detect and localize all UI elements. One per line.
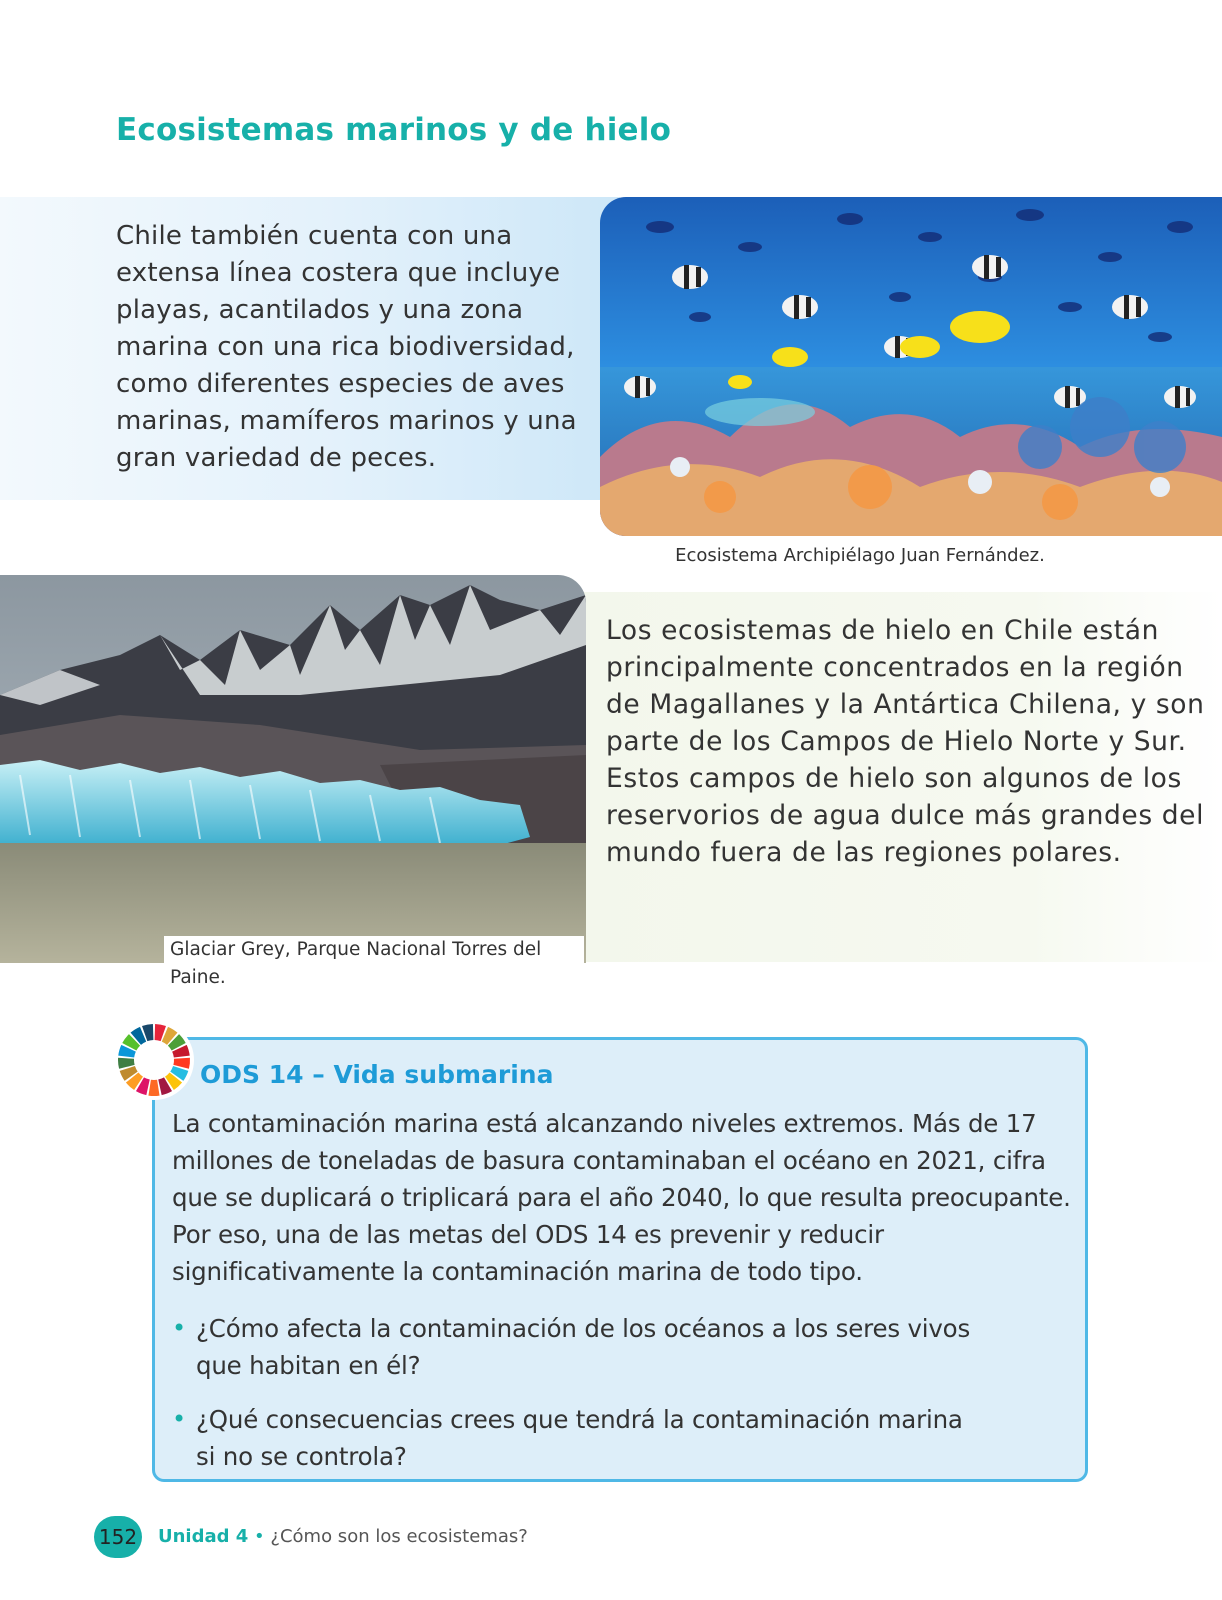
footer-chapter: ¿Cómo son los ecosistemas? xyxy=(270,1526,528,1547)
ods-body: La contaminación marina está alcanzando niveles extremos. Más de 17 millones de toneladas de basura contaminaban el océano en 2021, cifra que se duplicará o triplicará para el año 2040, lo que resulta preocupante. Por eso, una de las metas del ODS 14 es prevenir y reducir significativamente la contaminación marina de todo tipo. xyxy=(172,1109,1071,1286)
ods-title xyxy=(200,1060,553,1089)
bullet-icon: • xyxy=(172,1405,186,1433)
glacier-caption: Glaciar Grey, Parque Nacional Torres del Paine. xyxy=(164,936,584,964)
page-title: Ecosistemas marinos y de hielo xyxy=(116,112,672,148)
sdg-wheel-icon xyxy=(114,1020,194,1100)
list-item xyxy=(172,1401,972,1475)
question-list xyxy=(172,1310,972,1492)
question-text: ¿Qué consecuencias crees que tendrá la contaminación marina si no se controla? xyxy=(196,1405,963,1471)
footer-unit: Unidad 4 xyxy=(158,1526,249,1547)
glacier-photo xyxy=(0,575,586,963)
ods-subtitle: – Vida submarina xyxy=(312,1060,554,1089)
ice-paragraph: Los ecosistemas de hielo en Chile están principalmente concentrados en la región de Magallanes y la Antártica Chilena, y son parte de los Campos de Hielo Norte y Sur. Estos campos de hielo son algunos de los reservorios de agua dulce más grandes del mundo fuera de las regiones polares. xyxy=(606,615,1205,868)
question-text: ¿Cómo afecta la contaminación de los océanos a los seres vivos que habitan en él? xyxy=(196,1314,971,1380)
ods-number: ODS 14 xyxy=(200,1060,304,1089)
reef-photo xyxy=(600,197,1222,536)
footer-separator: • xyxy=(254,1526,265,1547)
reef-caption: Ecosistema Archipiélago Juan Fernández. xyxy=(675,545,1045,566)
footer xyxy=(158,1526,528,1547)
bullet-icon: • xyxy=(172,1314,186,1342)
intro-paragraph: Chile también cuenta con una extensa línea costera que incluye playas, acantilados y una zona marina con una rica biodiversidad, como diferentes especies de aves marinas, mamíferos marinos y una gran variedad de peces. xyxy=(116,221,577,473)
page-number: 152 xyxy=(94,1516,142,1558)
list-item xyxy=(172,1310,972,1384)
